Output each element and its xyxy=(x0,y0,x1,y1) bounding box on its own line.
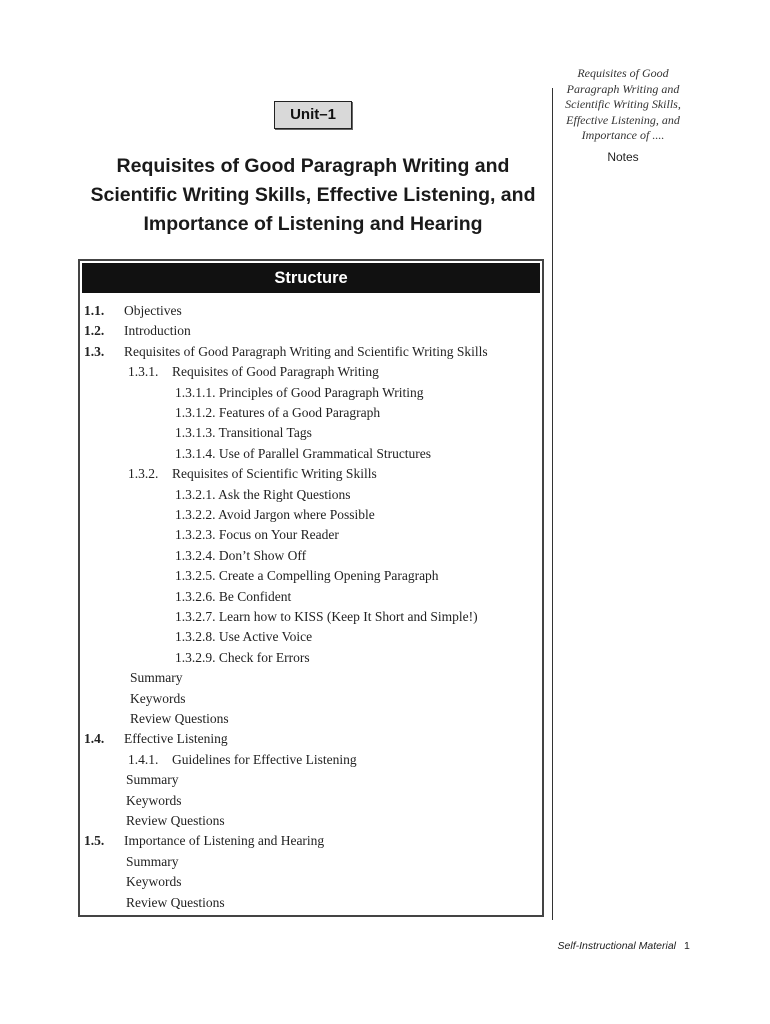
running-header xyxy=(548,66,698,144)
toc-item-text: 1.3.2.3. Focus on Your Reader xyxy=(175,527,339,543)
toc-item-text: Requisites of Good Paragraph Writing xyxy=(172,364,379,380)
toc-item-text: 1.3.2.6. Be Confident xyxy=(175,588,292,604)
toc-item-number: 1.4.1. xyxy=(128,751,159,767)
running-header-line: Effective Listening, and xyxy=(566,112,680,127)
toc-item-text: 1.3.2.4. Don’t Show Off xyxy=(175,547,307,563)
running-header-line: Scientific Writing Skills, xyxy=(565,97,681,111)
toc-item-text: Requisites of Scientific Writing Skills xyxy=(172,466,377,482)
unit-label: Unit–1 xyxy=(274,101,352,129)
chapter-title-line: Requisites of Good Paragraph Writing and xyxy=(116,155,510,177)
toc-item-text: 1.3.2.1. Ask the Right Questions xyxy=(175,486,351,502)
running-header-line: Paragraph Writing and xyxy=(566,81,680,96)
toc-item-text: Summary xyxy=(126,772,179,788)
chapter-title-line: Scientific Writing Skills, Effective Listening, and xyxy=(90,184,536,206)
notes-label: Notes xyxy=(607,150,639,164)
toc-item-text: 1.3.2.7. Learn how to KISS (Keep It Short and Simple!) xyxy=(175,609,478,624)
toc-item-text: Review Questions xyxy=(130,711,229,726)
toc-item-text: Objectives xyxy=(124,303,182,318)
toc-item-text: Keywords xyxy=(130,690,186,706)
toc-item-text: 1.3.1.2. Features of a Good Paragraph xyxy=(175,405,381,420)
toc-item-text: Requisites of Good Paragraph Writing and Scientific Writing Skills xyxy=(124,343,488,359)
toc-item-text: 1.3.1.4. Use of Parallel Grammatical Structures xyxy=(175,445,432,461)
toc-item-number: 1.5. xyxy=(84,833,105,849)
toc-item-number: 1.1. xyxy=(84,303,105,318)
toc-item-text: 1.3.2.9. Check for Errors xyxy=(175,649,310,665)
running-header-line: Requisites of Good xyxy=(577,66,669,80)
toc-item-text: Importance of Listening and Hearing xyxy=(124,833,325,849)
toc-item-text: Effective Listening xyxy=(124,731,228,747)
toc-item-number: 1.4. xyxy=(84,731,105,747)
toc-item-number: 1.3.2. xyxy=(128,466,159,482)
toc-item-text: Keywords xyxy=(126,792,182,808)
page-number: 1 xyxy=(684,940,690,952)
toc-item-text: Guidelines for Effective Listening xyxy=(172,751,357,767)
toc-item-text: 1.3.2.8. Use Active Voice xyxy=(175,629,313,645)
toc-item-text: Review Questions xyxy=(126,894,225,910)
toc-item-number: 1.2. xyxy=(84,323,105,339)
margin-divider xyxy=(552,88,553,920)
footer-label: Self-Instructional Material xyxy=(557,940,676,952)
running-header-line: Importance of .... xyxy=(581,128,665,142)
toc-item-text: 1.3.2.2. Avoid Jargon where Possible xyxy=(175,507,375,522)
toc-item-number: 1.3. xyxy=(84,343,105,359)
structure-heading: Structure xyxy=(82,263,540,293)
toc-item-text: 1.3.2.5. Create a Compelling Opening Paragraph xyxy=(175,568,439,584)
toc-item-text: Keywords xyxy=(126,874,182,890)
toc-item-text: Summary xyxy=(130,670,183,686)
toc-item-text: Introduction xyxy=(124,323,191,339)
toc-item-number: 1.3.1. xyxy=(128,364,159,380)
toc-item-text: Review Questions xyxy=(126,813,225,828)
chapter-title-line: Importance of Listening and Hearing xyxy=(143,213,483,235)
chapter-title xyxy=(78,152,548,239)
toc-item-text: Summary xyxy=(126,853,179,869)
toc-item-text: 1.3.1.3. Transitional Tags xyxy=(175,425,312,441)
structure-box xyxy=(78,259,544,917)
toc-item-text: 1.3.1.1. Principles of Good Paragraph Writing xyxy=(175,384,424,400)
